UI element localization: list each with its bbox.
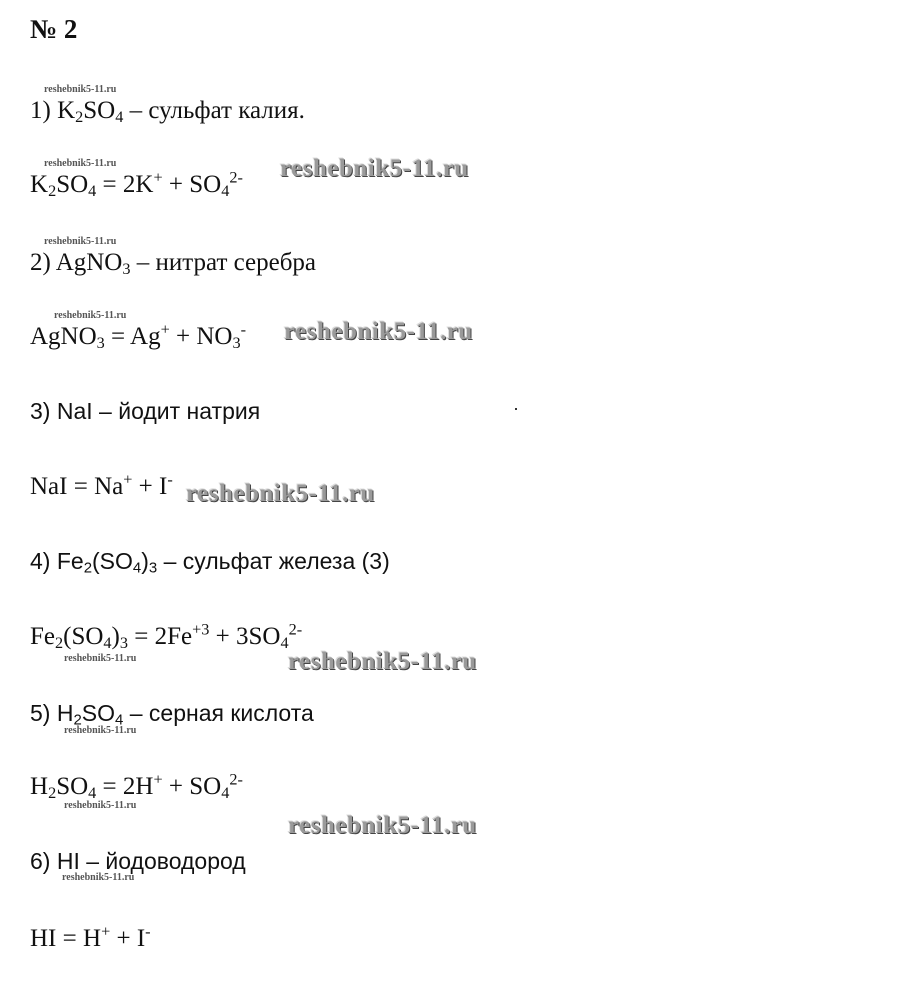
item-number: 4) bbox=[30, 548, 51, 574]
watermark-large: reshebnik5-11.ru bbox=[288, 648, 477, 675]
watermark-small: reshebnik5-11.ru bbox=[44, 84, 117, 95]
watermark-small: reshebnik5-11.ru bbox=[62, 872, 135, 883]
watermark-small: reshebnik5-11.ru bbox=[64, 800, 137, 811]
watermark-large: reshebnik5-11.ru bbox=[280, 155, 469, 182]
watermark-small: reshebnik5-11.ru bbox=[64, 653, 137, 664]
watermark-small: reshebnik5-11.ru bbox=[64, 725, 137, 736]
item-number: 5) bbox=[30, 700, 51, 726]
page-title: № 2 bbox=[30, 14, 78, 44]
item-1-equation: $K_2SO_4 = 2K^+ + SO_4^{2-}$ bbox=[30, 168, 243, 201]
watermark-small: reshebnik5-11.ru bbox=[54, 310, 127, 321]
watermark-large: reshebnik5-11.ru bbox=[284, 318, 473, 345]
item-number: 6) bbox=[30, 848, 51, 874]
item-4-equation: $Fe_2(SO_4)_3 = 2Fe^{+3} + 3SO_4^{2-}$ bbox=[30, 620, 303, 653]
compound-name: серная кислота bbox=[148, 700, 314, 726]
item-3-title: 3) NaI – йодит натрия bbox=[30, 398, 261, 424]
watermark-small: reshebnik5-11.ru bbox=[44, 236, 117, 247]
item-3-equation: NaI = Na+ + I- bbox=[30, 470, 173, 500]
item-5-equation: $H_2SO_4 = 2H^+ + SO_4^{2-}$ bbox=[30, 770, 243, 803]
watermark-large: reshebnik5-11.ru bbox=[186, 480, 375, 507]
item-number: 3) bbox=[30, 398, 51, 424]
compound-name: йодит натрия bbox=[118, 398, 261, 424]
item-number: 1) bbox=[30, 97, 51, 124]
item-2-title: 2) AgNO$_3$ – нитрат серебра bbox=[30, 249, 317, 279]
item-2-equation: AgNO$_3$ = $Ag^+ + NO_3^-$ bbox=[30, 320, 247, 353]
compound-name: сульфат железа (3) bbox=[182, 548, 390, 574]
item-4-title: 4) $Fe_2(SO_4)_3$ – сульфат железа (3) bbox=[30, 548, 390, 577]
compound-name: сульфат калия. bbox=[148, 97, 305, 124]
item-6-equation: HI = H+ + I- bbox=[30, 922, 151, 952]
compound-name: йодоводород bbox=[105, 848, 246, 874]
watermark-small: reshebnik5-11.ru bbox=[44, 158, 117, 169]
item-1-title: 1) $K_2SO_4$ – сульфат калия. bbox=[30, 97, 305, 127]
stray-dot bbox=[515, 408, 517, 410]
item-6-title: 6) HI – йодоводород bbox=[30, 848, 246, 874]
watermark-large: reshebnik5-11.ru bbox=[288, 812, 477, 839]
item-5-title: 5) $H_2SO_4$ – серная кислота bbox=[30, 700, 314, 729]
item-number: 2) bbox=[30, 249, 51, 276]
compound-name: нитрат серебра bbox=[155, 249, 317, 276]
